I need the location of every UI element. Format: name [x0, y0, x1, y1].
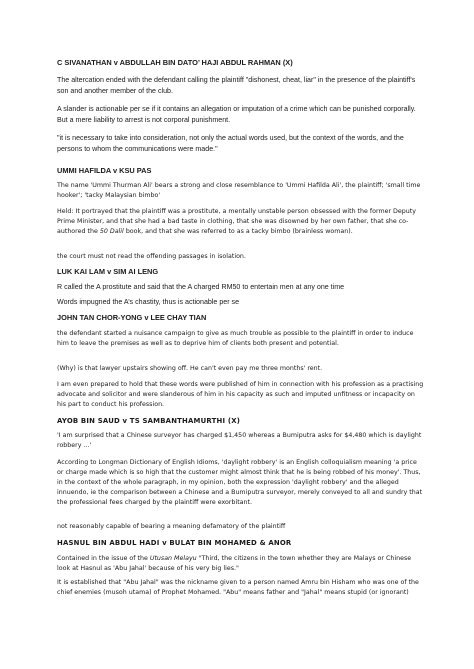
case-paragraph: A slander is actionable per se if it contains an allegation or imputation of a crime which can be punished corporally. But a mere liability to arrest is not corporal punishment. [57, 105, 416, 124]
case-paragraph: The altercation ended with the defendant calling the plaintiff "dishonest, cheat, liar" in the presence of the plaintiff's son and another member of the club. [57, 76, 416, 95]
case-paragraph [57, 554, 425, 574]
case-paragraph: I am even prepared to hold that these words were published of him in connection with his profession as a practising advocate and solicitor and were slanderous of him in his capacity as such and imputed unfitness or incapacity on his part to conduct his profession. [57, 381, 424, 408]
case-heading-ayob: AYOB BIN SAUD v TS SAMBANTHAMURTHI (X) [57, 417, 241, 425]
book-title: 50 Dalil [99, 228, 124, 235]
case-paragraph: According to Longman Dictionary of English Idioms, 'daylight robbery' is an English colloquialism meaning 'a price or charge made which is so high that the customer might almost think that he is being robbed of his money'. Thus, in the context of the whole paragraph, in my opinion, both the expression 'daylight robbery' and the alleged innuendo, ie the comparison between a Chinese and a Bumiputra surveyor, merely conveyed to all and sundry that the professional fees charged by the plaintiff were exorbitant. [57, 459, 423, 506]
case-paragraph: The name 'Ummi Thurman Ali' bears a strong and close resemblance to 'Ummi Hafilda Ali', the plaintiff; 'small time hooker'; 'tacky Malaysian bimbo' [57, 182, 421, 199]
publication-title: Utusan Melayu [149, 555, 197, 562]
case-paragraph: It is established that "Abu Jahal" was the nickname given to a person named Amru bin Hisham who was one of the chief enemies (musoh utama) of Prophet Mohamed. "Abu" means father and "Jahal" means stupid (or ignorant) [57, 579, 419, 596]
held-text-continued: book, and that she was referred to as a tacky bimbo (brainless woman). [123, 228, 353, 235]
case-paragraph: (Why) is that lawyer upstairs showing off. He can't even pay me three months' rent. [57, 365, 323, 372]
held-text: Held: It portrayed that the plaintiff was a prostitute, a mentally unstable person obsessed with the former Deputy Prime Minister, and that she had a bad taste in clothing, that she was disowned by her own father, that she co-authored the [57, 208, 416, 235]
case-paragraph: Words impugned the A’s chastity, thus is actionable per se [57, 298, 240, 306]
case-heading-sivanathan: C SIVANATHAN v ABDULLAH BIN DATO’ HAJI ABDUL RAHMAN (X) [57, 58, 293, 67]
case-paragraph: not reasonably capable of bearing a meaning defamatory of the plaintiff [57, 523, 286, 530]
case-text-continued: "Third, the citizens in the town whether they are Malays or Chinese look at Hasnul as 'Abu Jahal' because of his very big lies." [57, 555, 412, 572]
case-paragraph: R called the A prostitute and said that the A charged RM50 to entertain men at any one time [57, 283, 345, 291]
case-heading-luk-kai-lam: LUK KAI LAM v SIM AI LENG [57, 267, 159, 276]
case-text: Contained in the issue of the [57, 555, 150, 562]
case-paragraph: 'I am surprised that a Chinese surveyor has charged $1,450 whereas a Bumiputra asks for $4,480 which is daylight robbery ...' [57, 432, 422, 449]
case-paragraph: the defendant started a nuisance campaign to give as much trouble as possible to the plaintiff in order to induce him to leave the premises as well as to deprive him of clients both present and potential. [57, 330, 414, 347]
case-heading-ummi-hafilda: UMMI HAFILDA v KSU PAS [57, 166, 152, 175]
case-paragraph: "it is necessary to take into consideration, not only the actual words used, but the context of the words, and the persons to whom the communications were made." [57, 134, 404, 153]
case-paragraph [57, 207, 425, 237]
case-heading-john-tan: JOHN TAN CHOR-YONG v LEE CHAY TIAN [57, 313, 207, 322]
case-paragraph: the court must not read the offending passages in isolation. [57, 253, 246, 260]
case-heading-hasnul: HASNUL BIN ABDUL HADI v BULAT BIN MOHAMED & ANOR [57, 539, 292, 547]
